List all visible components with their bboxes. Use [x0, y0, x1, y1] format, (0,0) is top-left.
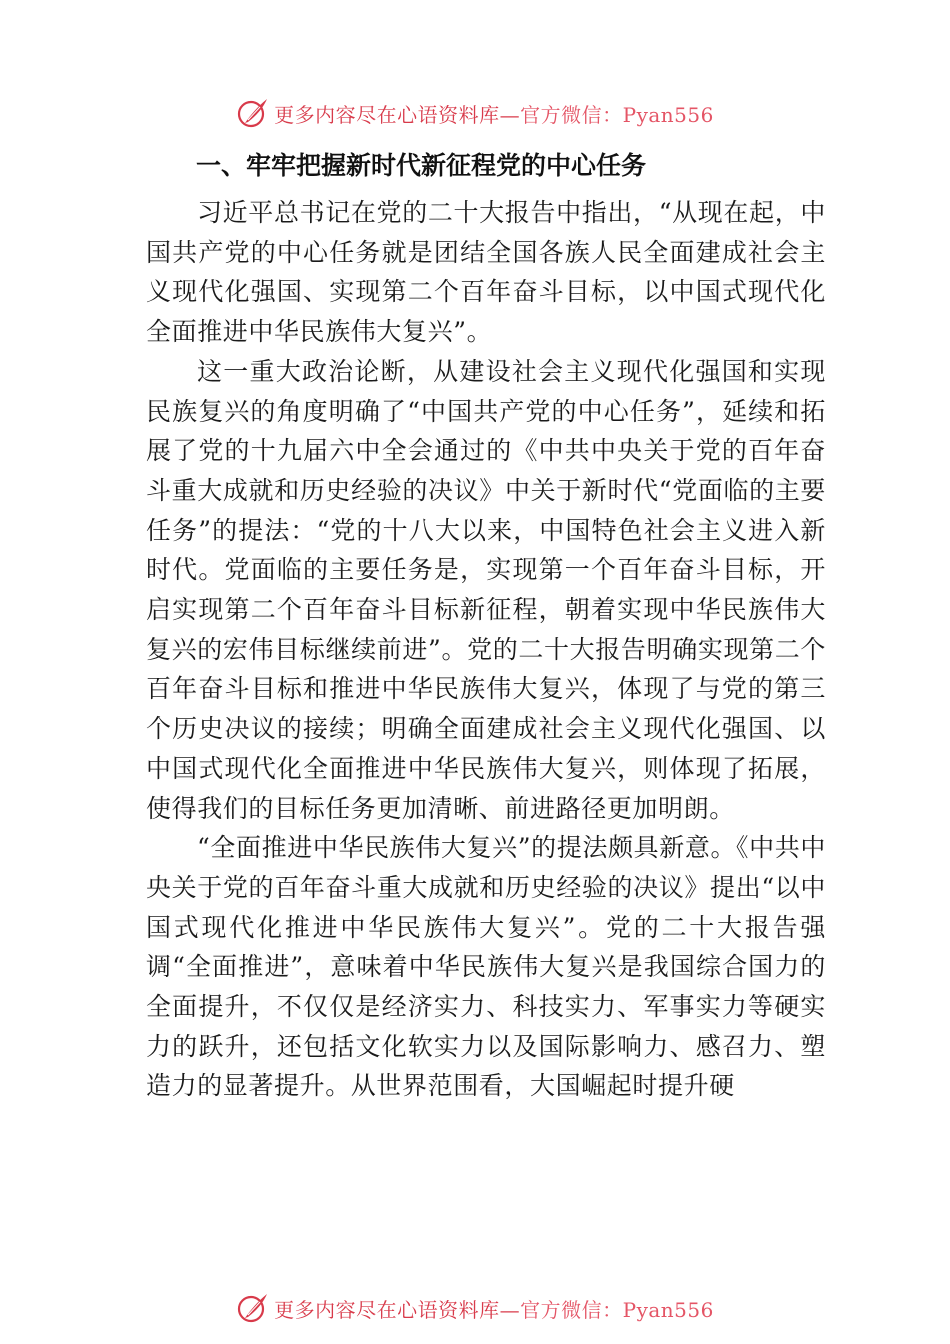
watermark-brand: 更多内容尽在心语资料库 [274, 102, 500, 127]
watermark-contact-id: Pyan556 [622, 1297, 714, 1322]
watermark-contact-id: Pyan556 [622, 102, 714, 127]
footer-watermark [0, 1288, 950, 1328]
paragraph-1: 习近平总书记在党的二十大报告中指出，“从现在起，中国共产党的中心任务就是团结全国各族人民全面建成社会主义现代化强国、实现第二个百年奋斗目标，以中国式现代化全面推进中华民族伟大复兴”。 [146, 198, 826, 347]
watermark-brand: 更多内容尽在心语资料库 [274, 1297, 500, 1322]
section-heading: 一、牢牢把握新时代新征程党的中心任务 [196, 151, 647, 180]
watermark-separator: — [499, 102, 521, 127]
watermark-text [274, 99, 714, 128]
watermark-text [274, 1294, 714, 1323]
document-body [146, 193, 826, 1106]
header-watermark [0, 93, 950, 133]
watermark-contact-label: 官方微信： [520, 1297, 623, 1322]
watermark-contact-label: 官方微信： [520, 102, 623, 127]
paragraph-2: 这一重大政治论断，从建设社会主义现代化强国和实现民族复兴的角度明确了“中国共产党的中心任务”，延续和拓展了党的十九届六中全会通过的《中共中央关于党的百年奋斗重大成就和历史经验的决议》中关于新时代“党面临的主要任务”的提法：“党的十八大以来，中国特色社会主义进入新时代。党面临的主要任务是，实现第一个百年奋斗目标，开启实现第二个百年奋斗目标新征程，朝着实现中华民族伟大复兴的宏伟目标继续前进”。党的二十大报告明确实现第二个百年奋斗目标和推进中华民族伟大复兴，体现了与党的第三个历史决议的接续；明确全面建成社会主义现代化强国、以中国式现代化全面推进中华民族伟大复兴，则体现了拓展，使得我们的目标任务更加清晰、前进路径更加明朗。 [146, 356, 826, 823]
paragraph-3: “全面推进中华民族伟大复兴”的提法颇具新意。《中共中央关于党的百年奋斗重大成就和历史经验的决议》提出“以中国式现代化推进中华民族伟大复兴”。党的二十大报告强调“全面推进”，意味着中华民族伟大复兴是我国综合国力的全面提升，不仅仅是经济实力、科技实力、军事实力等硬实力的跃升，还包括文化软实力以及国际影响力、感召力、塑造力的显著提升。从世界范围看，大国崛起时提升硬 [146, 833, 826, 1101]
quill-pen-logo-icon [236, 96, 270, 130]
quill-pen-logo-icon [236, 1291, 270, 1325]
watermark-separator: — [499, 1297, 521, 1322]
